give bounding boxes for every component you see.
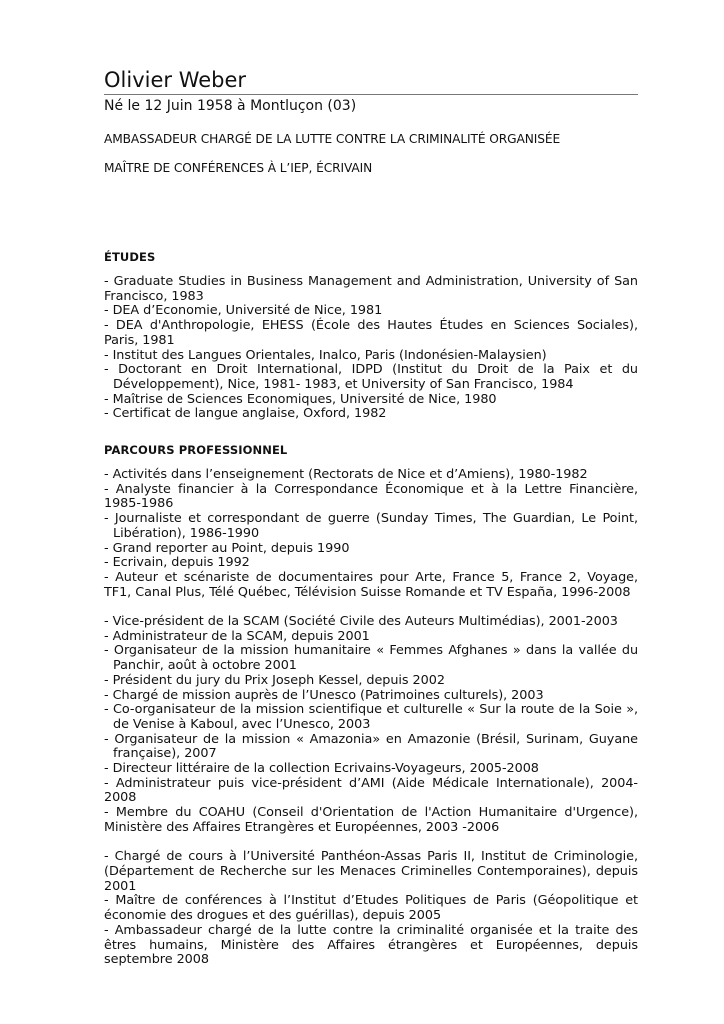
section-heading-parcours: PARCOURS PROFESSIONNEL	[104, 443, 288, 458]
list-item: - Co-organisateur de la mission scientifique et culturelle « Sur la route de la Soie », de Venise à Kaboul, avec l’Unesco, 2003	[104, 702, 638, 732]
list-item: - Chargé de cours à l’Université Panthéon-Assas Paris II, Institut de Criminologie, (Département de Recherche sur les Menaces Criminelles Contemporaines), depuis 2001	[104, 849, 638, 894]
list-item: - Administrateur puis vice-président d’AMI (Aide Médicale Internationale), 2004-2008	[104, 775, 638, 806]
list-item: - Journaliste et correspondant de guerre (Sunday Times, The Guardian, Le Point, Libération), 1986-1990	[104, 511, 638, 541]
title-rule	[104, 94, 638, 95]
list-item: - Grand reporter au Point, depuis 1990	[104, 540, 350, 556]
person-name: Olivier Weber	[104, 68, 247, 92]
list-item: - DEA d’Economie, Université de Nice, 1981	[104, 303, 383, 319]
list-item: - Ecrivain, depuis 1992	[104, 555, 250, 571]
list-item: - Maître de conférences à l’Institut d’Etudes Politiques de Paris (Géopolitique et économie des drogues et des guérillas), depuis 2005	[104, 893, 638, 924]
section-heading-etudes: ÉTUDES	[104, 250, 156, 264]
list-item: - Auteur et scénariste de documentaires pour Arte, France 5, France 2, Voyage, TF1, Canal Plus, Télé Québec, Télévision Suisse Romande et TV España, 1996-2008	[104, 569, 638, 600]
parcours-list-2	[104, 615, 638, 836]
list-item: - Président du jury du Prix Joseph Kessel, depuis 2002	[104, 672, 445, 688]
list-item: - Organisateur de la mission humanitaire « Femmes Afghanes » dans la vallée du Panchir, août à octobre 2001	[104, 643, 638, 674]
list-item: - Institut des Langues Orientales, Inalco, Paris (Indonésien-Malaysien)	[104, 347, 547, 363]
list-item: - Certificat de langue anglaise, Oxford, 1982	[104, 406, 387, 422]
parcours-list-1	[104, 468, 638, 600]
list-item: - Analyste financier à la Correspondance Économique et à la Lettre Financière, 1985-1986	[104, 481, 638, 512]
list-item: - Chargé de mission auprès de l’Unesco (Patrimoines culturels), 2003	[104, 687, 544, 703]
list-item: - Maîtrise de Sciences Economiques, Université de Nice, 1980	[104, 391, 497, 407]
etudes-list	[104, 275, 638, 422]
list-item: - DEA d'Anthropologie, EHESS (École des Hautes Études en Sciences Sociales), Paris, 1981	[104, 318, 638, 348]
list-item: - Membre du COAHU (Conseil d'Orientation de l'Action Humanitaire d'Urgence), Ministère des Affaires Etrangères et Européennes, 2003 -2006	[104, 805, 638, 835]
job-title-lecturer: MAÎTRE DE CONFÉRENCES À L’IEP, ÉCRIVAIN	[104, 161, 373, 175]
cv-page	[104, 66, 638, 968]
list-item: - Graduate Studies in Business Management and Administration, University of San Francisco, 1983	[104, 274, 638, 304]
list-item: - Ambassadeur chargé de la lutte contre la criminalité organisée et la traite des êtres humains, Ministère des Affaires étrangères et Européennes, depuis septembre 2008	[104, 922, 638, 968]
birth-line: Né le 12 Juin 1958 à Montluçon (03)	[104, 98, 357, 114]
job-title-ambassador: AMBASSADEUR CHARGÉ DE LA LUTTE CONTRE LA CRIMINALITÉ ORGANISÉE	[104, 132, 561, 146]
list-item: - Doctorant en Droit International, IDPD (Institut du Droit de la Paix et du Développement), Nice, 1981- 1983, et University of San Francisco, 1984	[104, 362, 638, 392]
parcours-list-3	[104, 850, 638, 968]
list-item: - Activités dans l’enseignement (Rectorats de Nice et d’Amiens), 1980-1982	[104, 467, 588, 483]
list-item: - Administrateur de la SCAM, depuis 2001	[104, 628, 370, 644]
list-item: - Directeur littéraire de la collection Ecrivains-Voyageurs, 2005-2008	[104, 761, 539, 777]
list-item: - Vice-président de la SCAM (Société Civile des Auteurs Multimédias), 2001-2003	[104, 614, 618, 630]
list-item: - Organisateur de la mission « Amazonia» en Amazonie (Brésil, Surinam, Guyane française), 2007	[104, 731, 638, 762]
